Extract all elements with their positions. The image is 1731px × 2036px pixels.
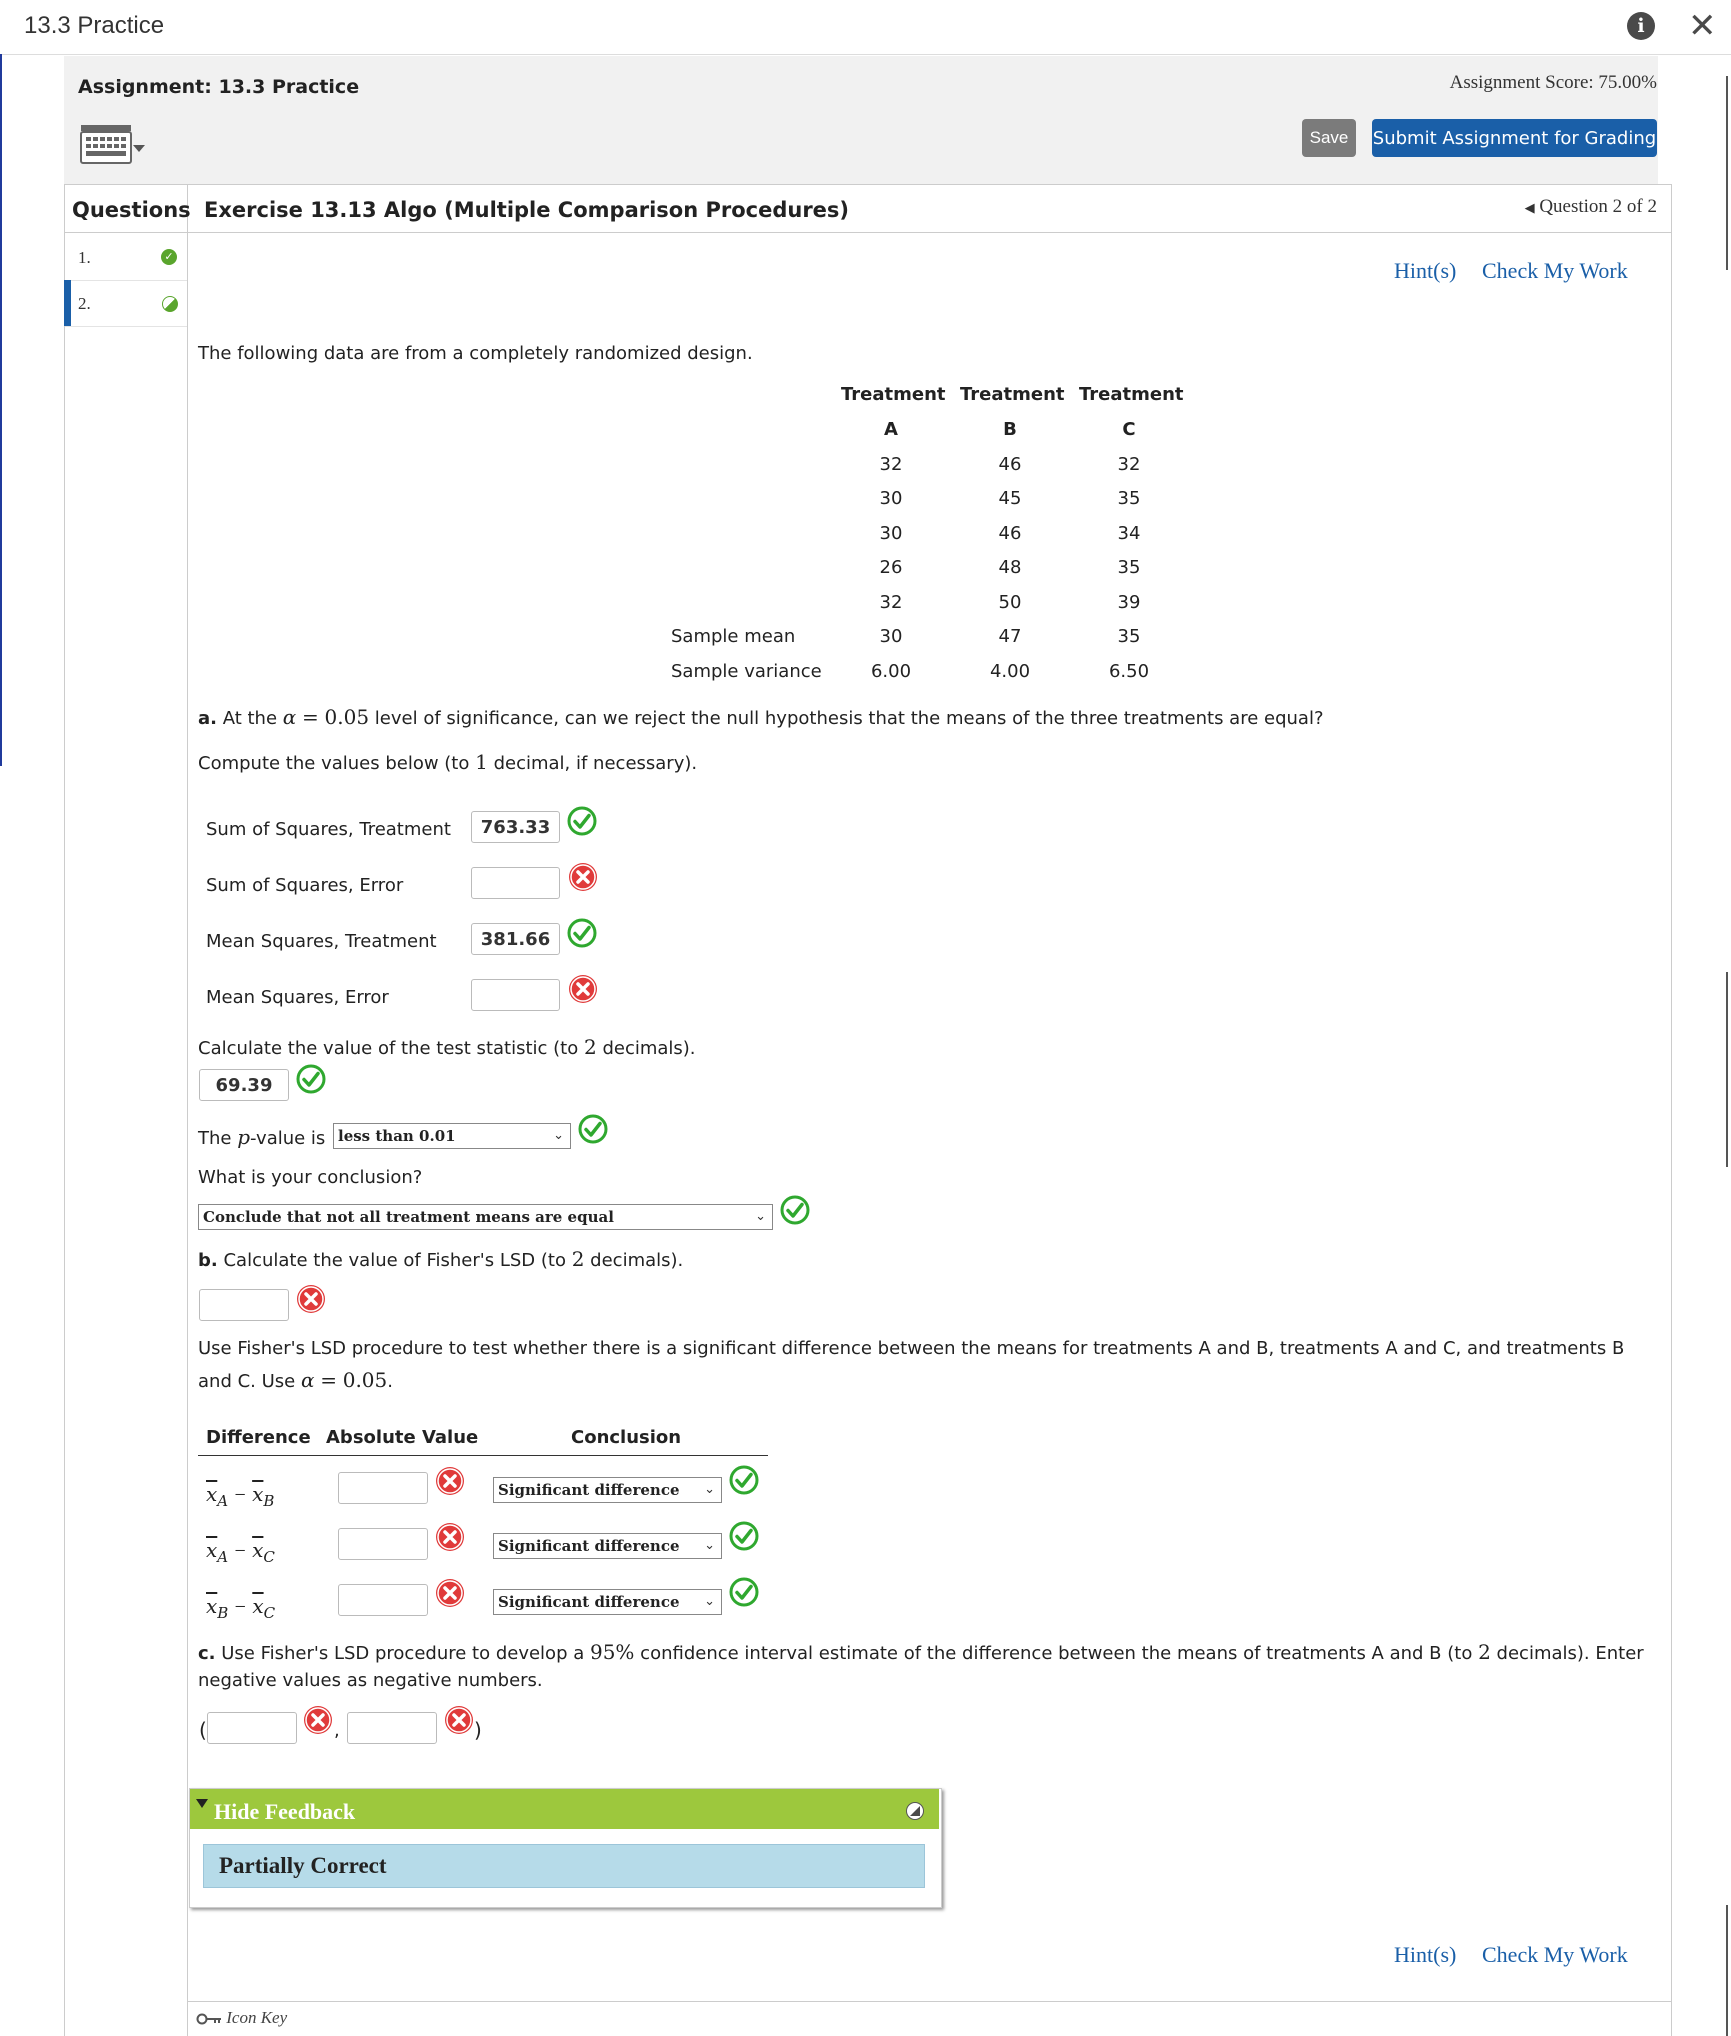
period: . [387, 1371, 393, 1392]
check-my-work-link[interactable]: Check My Work [1482, 258, 1628, 283]
check-circle-icon [296, 1064, 326, 1094]
x-circle-icon [296, 1284, 326, 1314]
comma: , [334, 1720, 340, 1741]
x-circle-icon [303, 1705, 333, 1735]
equals-sign: = [302, 705, 319, 729]
hide-feedback-label[interactable]: Hide Feedback [214, 1799, 356, 1824]
table-subheader: C [1122, 419, 1136, 440]
select-value: Conclude that not all treatment means are equal [203, 1208, 614, 1226]
ms-error-input[interactable] [471, 979, 560, 1011]
confidence-level: 95% [589, 1640, 635, 1664]
scrollbar-segment[interactable] [1726, 1905, 1728, 2036]
table-cell: 46 [998, 454, 1022, 475]
table-header: Treatment [1079, 384, 1184, 405]
subscript: C [263, 1548, 275, 1566]
chevron-down-icon: ⌄ [704, 1482, 715, 1497]
lsd-instruction-line1: Use Fisher's LSD procedure to test whether there is a significant difference between the means for treatments A and B, treatments A and C, and treatments B [198, 1338, 1625, 1359]
chevron-down-icon: ⌄ [704, 1594, 715, 1609]
instruction-text: decimals). [602, 1038, 696, 1059]
minus-sign: − [234, 1484, 246, 1506]
panel-divider [64, 232, 1672, 233]
subscript: A [217, 1548, 229, 1566]
chevron-down-icon: ⌄ [704, 1538, 715, 1553]
xbar-symbol: $\overline{x}$ [252, 1594, 264, 1618]
left-accent-bar [0, 54, 2, 766]
exercise-title: Exercise 13.13 Algo (Multiple Comparison Procedures) [204, 198, 850, 222]
close-icon[interactable]: ✕ [1688, 6, 1717, 46]
table-subheader: A [884, 419, 898, 440]
table-cell: 4.00 [989, 661, 1031, 682]
part-label: b. [198, 1250, 218, 1271]
icon-key-label: Icon Key [226, 2008, 288, 2027]
x-circle-icon [435, 1578, 465, 1608]
x-circle-icon [435, 1466, 465, 1496]
chevron-down-icon: ⌄ [553, 1128, 564, 1143]
field-label: Mean Squares, Error [206, 987, 389, 1008]
window-titlebar [0, 0, 1731, 55]
p-symbol: p [237, 1125, 251, 1149]
xbar-symbol: $\overline{x}$ [252, 1482, 264, 1506]
instruction-text: Compute the values below (to [198, 753, 470, 774]
question-number: 1. [78, 248, 91, 267]
field-label: Sum of Squares, Treatment [206, 819, 451, 840]
table-cell: 30 [879, 488, 903, 509]
field-label: Mean Squares, Treatment [206, 931, 437, 952]
check-circle-icon [780, 1195, 810, 1225]
conclusion-select[interactable] [198, 1204, 773, 1230]
close-paren: ) [474, 1718, 482, 1742]
conclusion-select[interactable] [493, 1477, 722, 1503]
table-cell: 30 [879, 523, 903, 544]
decimal-count: 2 [583, 1035, 597, 1059]
decimal-count: 2 [571, 1247, 585, 1271]
feedback-result-text: Partially Correct [219, 1853, 387, 1878]
table-cell: 48 [998, 557, 1022, 578]
table-cell: 34 [1117, 523, 1141, 544]
save-button[interactable]: Save [1302, 119, 1356, 157]
question-text: Use Fisher's LSD procedure to develop a [221, 1643, 585, 1664]
subscript: C [263, 1604, 276, 1622]
hints-link[interactable]: Hint(s) [1394, 1942, 1457, 1967]
label-text: The [198, 1128, 232, 1149]
hints-link[interactable]: Hint(s) [1394, 258, 1457, 283]
table-cell: 39 [1117, 592, 1141, 613]
table-cell: 35 [1117, 557, 1141, 578]
current-question-marker [64, 280, 71, 326]
difference-label [206, 1538, 275, 1566]
abs-value-input[interactable] [338, 1584, 428, 1616]
part-b-question [198, 1247, 683, 1271]
alpha-symbol: α [282, 705, 297, 729]
question-item[interactable] [65, 280, 187, 327]
panel-divider [1671, 184, 1672, 2036]
table-cell: 32 [879, 454, 903, 475]
assignment-score: Assignment Score: 75.00% [1449, 72, 1657, 93]
table-header: Treatment [841, 384, 946, 405]
table-cell: 45 [998, 488, 1022, 509]
select-value: Significant difference [498, 1481, 680, 1499]
lsd-instruction-line2 [198, 1368, 393, 1392]
table-cell: 30 [879, 626, 903, 647]
pvalue-label [198, 1125, 325, 1149]
table-subheader: B [1003, 419, 1017, 440]
part-c-question-line2: negative values as negative numbers. [198, 1670, 543, 1691]
conclusion-select[interactable] [493, 1533, 722, 1559]
pvalue-select[interactable] [333, 1123, 571, 1149]
check-circle-icon [729, 1577, 759, 1607]
question-number: 2. [78, 294, 91, 313]
question-text: At the [222, 708, 278, 729]
sample-mean-label: Sample mean [671, 626, 796, 647]
questions-panel-title: Questions [72, 198, 191, 222]
part-label: a. [198, 708, 217, 729]
intro-text: The following data are from a completely randomized design. [198, 343, 753, 364]
check-circle-icon [567, 806, 597, 836]
panel-divider [64, 184, 1672, 185]
diff-table-header: Conclusion [571, 1427, 682, 1448]
check-circle-icon [729, 1521, 759, 1551]
difference-label [206, 1594, 275, 1622]
check-circle-icon [729, 1465, 759, 1495]
open-paren: ( [199, 1718, 207, 1742]
abs-value-input[interactable] [338, 1528, 428, 1560]
chevron-down-icon: ⌄ [755, 1209, 766, 1224]
question-nav[interactable] [1430, 196, 1657, 218]
question-nav-label: Question 2 of 2 [1539, 196, 1657, 217]
table-cell: 35 [1117, 488, 1141, 509]
panel-divider [64, 184, 65, 2036]
minus-sign: − [234, 1540, 246, 1562]
chevron-down-icon[interactable] [133, 145, 145, 152]
question-text: decimals). Enter [1496, 1643, 1644, 1664]
x-circle-icon [444, 1705, 474, 1735]
decimal-count: 2 [1478, 1640, 1491, 1664]
table-header: Treatment [960, 384, 1065, 405]
compute-instruction [198, 750, 697, 774]
assignment-label: Assignment: 13.3 Practice [78, 76, 360, 98]
caret-down-icon [196, 1799, 208, 1808]
xbar-symbol: $\overline{x}$ [206, 1594, 218, 1618]
select-value: Significant difference [498, 1593, 680, 1611]
instruction-text: Calculate the value of the test statistic (to [198, 1038, 579, 1059]
x-circle-icon [435, 1522, 465, 1552]
table-cell: 46 [998, 523, 1022, 544]
panel-divider [187, 184, 188, 2036]
question-text: level of significance, can we reject the null hypothesis that the means of the three treatments are equal? [374, 708, 1324, 729]
part-label: c. [198, 1643, 216, 1664]
table-cell: 32 [879, 592, 903, 613]
footer-divider [188, 2001, 1672, 2002]
check-circle-icon [578, 1114, 608, 1144]
icon-key-link[interactable] [196, 2008, 287, 2028]
question-text: decimals). [590, 1250, 684, 1271]
conclusion-select[interactable] [493, 1589, 722, 1615]
xbar-symbol: $\overline{x}$ [252, 1538, 264, 1562]
diff-table-header: Difference [206, 1427, 311, 1448]
minus-sign: − [234, 1596, 246, 1618]
ci-lower-input[interactable] [207, 1712, 297, 1744]
submit-assignment-button[interactable]: Submit Assignment for Grading [1372, 119, 1657, 157]
xbar-symbol: $\overline{x}$ [206, 1538, 218, 1562]
question-text: confidence interval estimate of the difference between the means of treatments A and B (to [640, 1643, 1473, 1664]
conclusion-question: What is your conclusion? [198, 1167, 423, 1188]
window-title: 13.3 Practice [24, 12, 165, 39]
table-cell: 6.00 [870, 661, 912, 682]
table-cell: 6.50 [1108, 661, 1150, 682]
partial-icon [162, 296, 178, 312]
abs-value-input[interactable] [338, 1472, 428, 1504]
question-item[interactable] [65, 234, 187, 281]
difference-label [206, 1482, 274, 1510]
subscript: B [263, 1492, 275, 1510]
table-divider [198, 1455, 768, 1456]
select-value: less than 0.01 [338, 1127, 456, 1145]
teststat-instruction [198, 1035, 696, 1059]
instruction-text: and C. Use [198, 1371, 296, 1392]
info-icon[interactable]: i [1627, 12, 1655, 40]
table-cell: 47 [998, 626, 1022, 647]
alpha-value: 0.05 [342, 1368, 388, 1392]
ss-error-input[interactable] [471, 867, 560, 899]
partial-icon [906, 1802, 924, 1820]
check-my-work-link[interactable]: Check My Work [1482, 1942, 1628, 1967]
decimal-count: 1 [475, 750, 488, 774]
label-text: -value is [250, 1128, 326, 1149]
field-label: Sum of Squares, Error [206, 875, 404, 896]
keyboard-icon[interactable] [80, 124, 132, 164]
subscript: B [217, 1604, 229, 1622]
select-value: Significant difference [498, 1537, 680, 1555]
x-circle-icon [568, 974, 598, 1004]
ci-upper-input[interactable] [347, 1712, 437, 1744]
alpha-symbol: α [300, 1368, 315, 1392]
ss-treatment-input[interactable]: 763.33 [471, 811, 560, 843]
check-circle-icon [567, 918, 597, 948]
ms-treatment-input[interactable]: 381.66 [471, 923, 560, 955]
part-c-question-line1 [198, 1640, 1644, 1664]
scrollbar-segment[interactable] [1726, 972, 1728, 1167]
complete-check-icon: ✓ [161, 249, 177, 265]
table-cell: 26 [879, 557, 903, 578]
x-circle-icon [568, 862, 598, 892]
scrollbar-segment[interactable] [1726, 76, 1728, 270]
sample-variance-label: Sample variance [671, 661, 822, 682]
equals-sign: = [320, 1368, 337, 1392]
table-cell: 35 [1117, 626, 1141, 647]
xbar-symbol: $\overline{x}$ [206, 1482, 218, 1506]
subscript: A [217, 1492, 229, 1510]
instruction-text: decimal, if necessary). [493, 753, 698, 774]
alpha-value: 0.05 [324, 705, 370, 729]
table-cell: 50 [998, 592, 1022, 613]
table-cell: 32 [1117, 454, 1141, 475]
fisher-lsd-input[interactable] [199, 1289, 289, 1321]
test-statistic-input[interactable]: 69.39 [199, 1069, 289, 1101]
chevron-left-icon[interactable]: ◀ [1524, 200, 1535, 215]
key-icon [196, 2012, 222, 2026]
diff-table-header: Absolute Value [326, 1427, 479, 1448]
question-text: Calculate the value of Fisher's LSD (to [223, 1250, 566, 1271]
part-a-question [198, 705, 1324, 729]
